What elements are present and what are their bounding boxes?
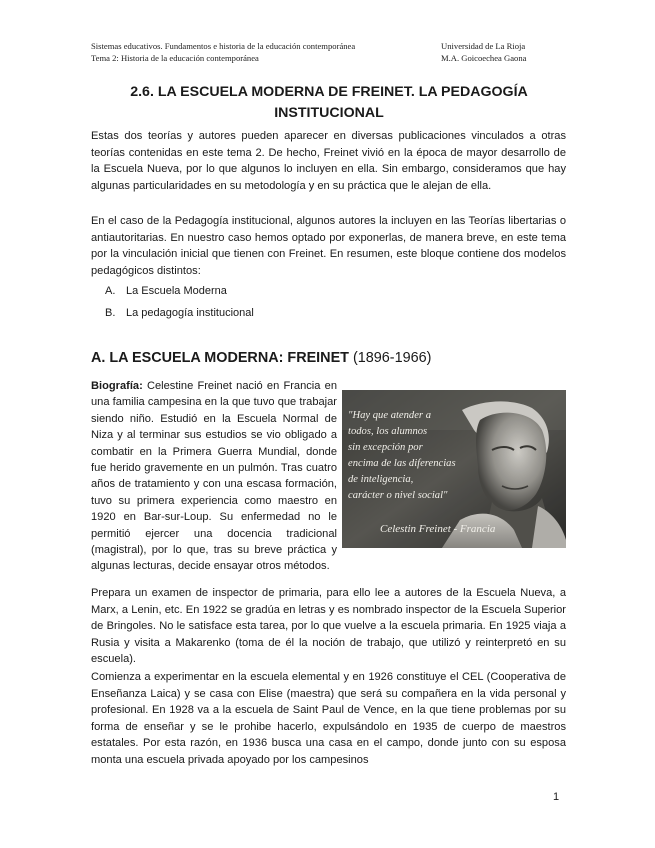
section-title-line2: INSTITUCIONAL: [274, 105, 384, 121]
photo-quote-line: carácter o nivel social": [348, 490, 448, 501]
header-topic: Tema 2: Historia de la educación contemporánea: [91, 53, 259, 63]
list-item: [105, 305, 254, 321]
list-item-letter: A.: [105, 285, 116, 297]
photo-quote-line: "Hay que atender a: [348, 410, 431, 421]
photo-signature: Celestin Freinet - Francia: [380, 523, 496, 535]
biography-label: Biografía:: [91, 380, 143, 392]
list-item-letter: B.: [105, 307, 116, 319]
experiment-paragraph: Comienza a experimentar en la escuela elemental y en 1926 constituye el CEL (Cooperativa de Enseñanza Laica) y se casa con Elise (maestra) que será su compañera en la vida personal y profesional. En 1928 va a la escuela de Saint Paul de Vence, en la que tiene problemas por su forma de enseñar y se le prohibe hacerlo, expulsándolo en 1935 de cuerpo de maestros estatales. Por esta razón, en 1936 busca una casa en el campo, donde junto con su esposa monta una escuela privada apoyado por los campesinos: [91, 671, 566, 766]
photo-quote-line: encima de las diferencias: [348, 458, 456, 469]
subsection-heading-text: A. LA ESCUELA MODERNA: FREINET: [91, 350, 349, 366]
subsection-heading: [91, 348, 431, 368]
subsection-dates: (1896-1966): [352, 350, 432, 366]
header-author: M.A. Goicoechea Gaona: [441, 53, 527, 63]
intro-paragraph-1: Estas dos teorías y autores pueden aparecer en diversas publicaciones vinculados a otras teorías contenidas en este tema 2. De hecho, Freinet vivió en la época de mayor desarrollo de la Escuela Nueva, por lo que algunos lo incluyen en ella. Sin embargo, consideramos que hay algunas particularidades en su metodología y en su práctica que le alejan de ella.: [91, 130, 566, 192]
freinet-portrait-image: [342, 390, 566, 548]
list-item: [105, 283, 227, 299]
section-title: [91, 82, 567, 124]
section-title-line1: 2.6. LA ESCUELA MODERNA DE FREINET. LA PEDAGOGÍA: [130, 84, 528, 100]
list-item-text: La Escuela Moderna: [126, 285, 227, 297]
header-university: Universidad de La Rioja: [441, 41, 526, 51]
photo-quote-line: sin excepción por: [348, 442, 423, 453]
biography-paragraph: [91, 378, 337, 575]
list-item-text: La pedagogía institucional: [126, 307, 254, 319]
biography-text: Celestine Freinet nació en Francia en una familia campesina en la que tuvo que trabajar siendo niño. Estudió en la Escuela Normal de Niza y al terminar sus estudios se vio obligado a combatir en la Primera Guerra Mundial, donde fue herido gravemente en un pulmón. Tras cuatro años de tratamiento y con una escasa formación, tuvo su primera experiencia como maestro en 1920 en Bar-sur-Loup. Su enfermedad no le permitió ejercer una docencia tradicional (magistral), por lo que, tras su breve práctica y algunas lecturas, decide ensayar otros métodos.: [91, 380, 337, 573]
intro-paragraph-2: En el caso de la Pedagogía institucional, algunos autores la incluyen en las Teorías libertarias o antiautoritarias. En nuestro caso hemos optado por exponerlas, de manera breve, en este tema por la vinculación inicial que tienen con Freinet. En resumen, este bloque contiene dos modelos pedagógicos distintos:: [91, 215, 566, 277]
photo-quote-line: todos, los alumnos: [348, 426, 428, 437]
header-course-title: Sistemas educativos. Fundamentos e historia de la educación contemporánea: [91, 41, 356, 51]
page-number: 1: [553, 791, 560, 803]
photo-quote-line: de inteligencia,: [348, 474, 414, 485]
running-header-right: [441, 40, 591, 64]
running-header-left: [91, 40, 431, 64]
career-paragraph: Prepara un examen de inspector de primaria, para ello lee a autores de la Escuela Nueva, a Marx, a Lenin, etc. En 1922 se gradúa en letras y es nombrado inspector de la Escuela Superior de Bringoles. No le satisface esta tarea, por lo que vuelve a la escuela primaria. En 1925 viaja a Rusia y visita a Makarenko (toma de él la noción de trabajo, que utilizó y reinterpretó en su escuela).: [91, 587, 566, 666]
